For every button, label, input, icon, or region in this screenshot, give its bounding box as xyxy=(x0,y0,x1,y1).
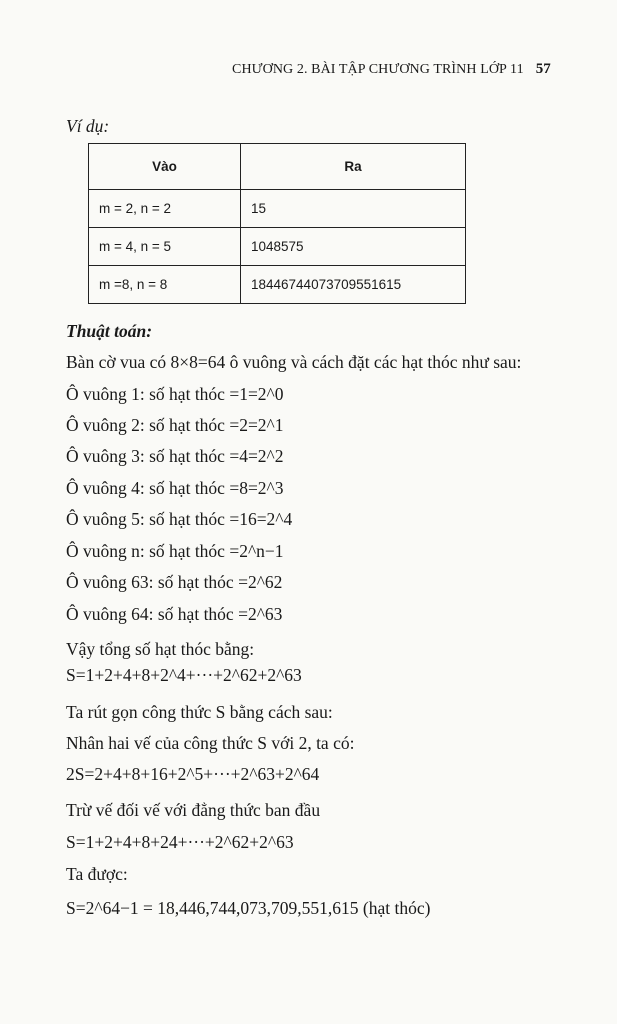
column-header: Vào xyxy=(89,144,241,190)
result-line: S=2^64−1 = 18,446,744,073,709,551,615 (hạt thóc) xyxy=(66,898,431,918)
table-row xyxy=(89,228,466,266)
table-cell: m = 4, n = 5 xyxy=(89,228,241,266)
page-number: 57 xyxy=(535,61,551,77)
formula-line: S=1+2+4+8+2^4+···+2^62+2^63 xyxy=(66,665,302,685)
text-line: Ô vuông 2: số hạt thóc =2=2^1 xyxy=(66,415,284,435)
text-line: Ô vuông 64: số hạt thóc =2^63 xyxy=(66,604,283,624)
text-line: Ô vuông 4: số hạt thóc =8=2^3 xyxy=(66,478,284,498)
table-row xyxy=(89,266,466,304)
table-header-row xyxy=(89,144,466,190)
text-line: Vậy tổng số hạt thóc bằng: xyxy=(66,639,255,659)
table-cell: 1048575 xyxy=(241,228,466,266)
example-table xyxy=(88,143,466,304)
chapter-title: CHƯƠNG 2. BÀI TẬP CHƯƠNG TRÌNH LỚP 11 xyxy=(232,62,524,77)
text-line: Ta rút gọn công thức S bằng cách sau: xyxy=(66,702,333,722)
example-label: Ví dụ: xyxy=(66,116,110,136)
text-line: Ô vuông 63: số hạt thóc =2^62 xyxy=(66,572,283,592)
text-line: Nhân hai vế của công thức S với 2, ta có: xyxy=(66,733,355,753)
column-header: Ra xyxy=(241,144,466,190)
table-row xyxy=(89,190,466,228)
formula-line: S=1+2+4+8+24+···+2^62+2^63 xyxy=(66,832,294,852)
table-cell: 18446744073709551615 xyxy=(241,266,466,304)
text-line: Ô vuông 1: số hạt thóc =1=2^0 xyxy=(66,384,284,404)
formula-line: 2S=2+4+8+16+2^5+···+2^63+2^64 xyxy=(66,764,320,784)
text-line: Trừ vế đối vế với đẳng thức ban đầu xyxy=(66,800,321,820)
text-line: Ta được: xyxy=(66,864,128,884)
text-line: Bàn cờ vua có 8×8=64 ô vuông và cách đặt các hạt thóc như sau: xyxy=(66,352,522,372)
text-line: Ô vuông n: số hạt thóc =2^n−1 xyxy=(66,541,284,561)
table-cell: 15 xyxy=(241,190,466,228)
text-line: Ô vuông 3: số hạt thóc =4=2^2 xyxy=(66,446,284,466)
running-header xyxy=(232,61,551,78)
table-cell: m = 2, n = 2 xyxy=(89,190,241,228)
text-line: Ô vuông 5: số hạt thóc =16=2^4 xyxy=(66,509,293,529)
algorithm-heading: Thuật toán: xyxy=(66,321,153,341)
table-cell: m =8, n = 8 xyxy=(89,266,241,304)
